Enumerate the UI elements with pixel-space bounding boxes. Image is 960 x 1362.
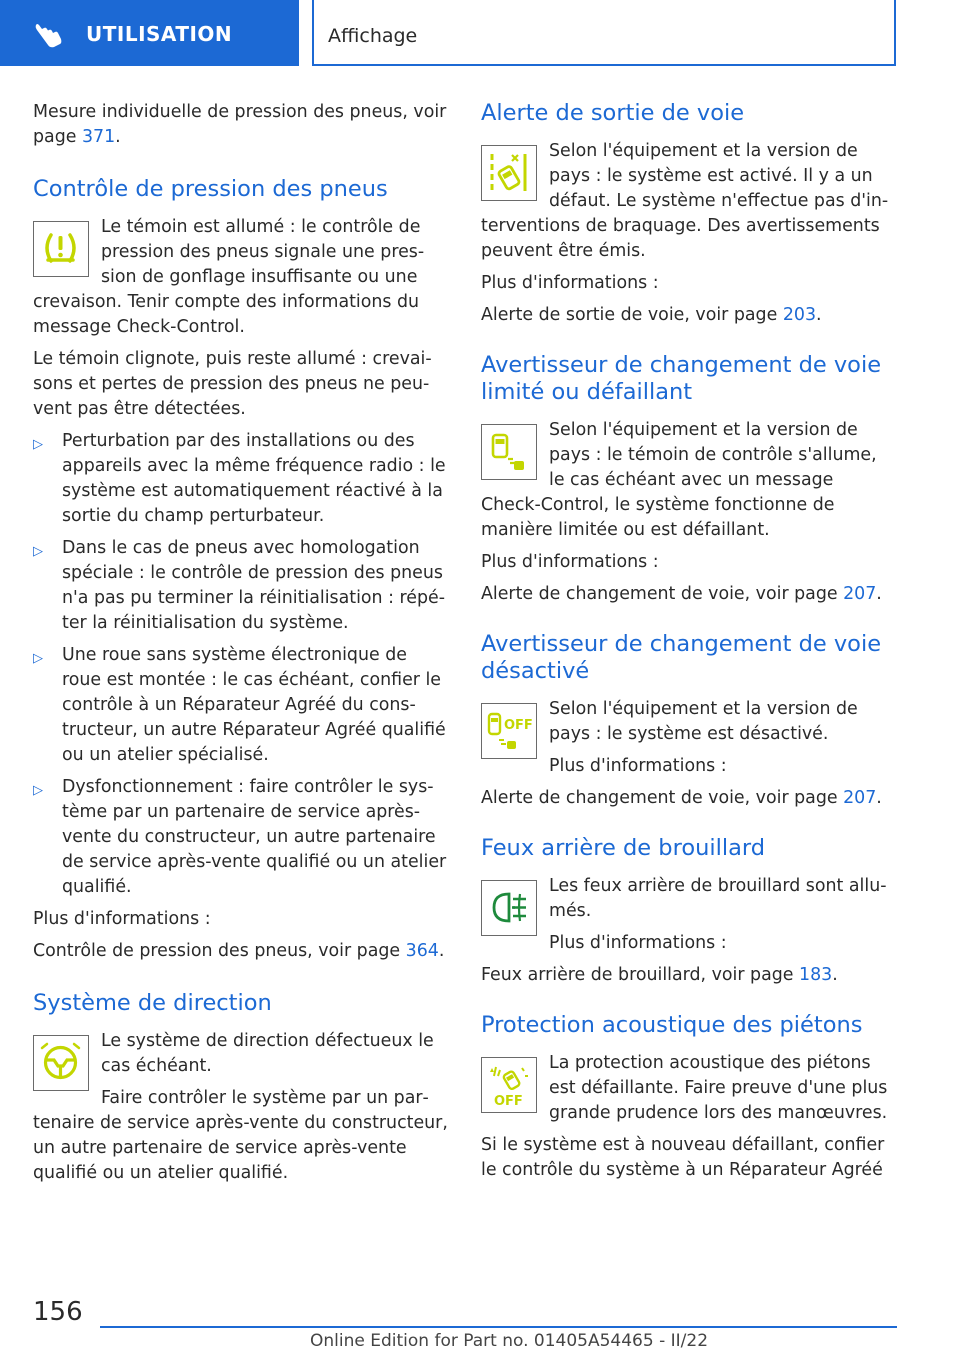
lane-change-warning-icon xyxy=(481,424,537,480)
lane-change-off-icon xyxy=(481,703,537,759)
tpm-heading: Contrôle de pression des pneus xyxy=(33,176,388,202)
triangle-bullet-icon: ▷ xyxy=(33,544,43,559)
lane-change-off-more-info: Plus d'informations : xyxy=(549,756,727,776)
fog-reference: Feux arrière de brouillard, voir page 183. xyxy=(481,965,838,985)
page-link-207b[interactable]: 207 xyxy=(843,788,877,808)
steering-heading: Système de direction xyxy=(33,990,272,1016)
section-label: UTILISATION xyxy=(86,22,233,46)
lane-change-off-paragraph-1: Selon l'équipement et la version de pays : le système est désactivé. xyxy=(549,699,858,744)
lane-change-limited-reference: Alerte de changement de voie, voir page 207. xyxy=(481,584,882,604)
lane-exit-heading: Alerte de sortie de voie xyxy=(481,100,745,126)
triangle-bullet-icon: ▷ xyxy=(33,783,43,798)
page-link-371[interactable]: 371 xyxy=(81,127,116,147)
lane-change-off-reference: Alerte de changement de voie, voir page 207. xyxy=(481,788,882,808)
off-label: OFF xyxy=(504,718,533,733)
lane-exit-warning-icon xyxy=(481,145,537,201)
fog-more-info: Plus d'informations : xyxy=(549,933,727,953)
hand-pointer-icon xyxy=(34,22,64,50)
lane-change-limited-heading: Avertisseur de changement de voie limité ou défaillant xyxy=(481,352,882,405)
lane-change-limited-paragraph-1: Selon l'équipement et la version de pays : le témoin de contrôle s'allume, le cas échéant avec un message Check-Control, le système fonctionne de manière limitée ou est défaillant. xyxy=(481,420,877,540)
right-column xyxy=(481,100,897,1190)
edition-footer: Online Edition for Part no. 01405A54465 - II/22 xyxy=(310,1331,709,1351)
tpm-paragraph-2: Le témoin clignote, puis reste allumé : crevaisons et pertes de pression des pneus ne peuvent pas être détectées. xyxy=(33,349,432,419)
pedestrian-protection-off-icon xyxy=(481,1057,537,1113)
page-number: 156 xyxy=(33,1297,83,1327)
page-header xyxy=(0,0,960,66)
list-item: ▷ Dysfonctionnement : faire contrôler le système par un partenaire de service après-vente du constructeur, un autre partenaire de service après-vente qualifié ou un atelier qualifié. xyxy=(33,777,447,897)
intro-paragraph: Mesure individuelle de pression des pneus, voir page 371. xyxy=(33,102,447,147)
page-link-364[interactable]: 364 xyxy=(405,941,439,961)
fog-paragraph-1: Les feux arrière de brouillard sont allumés. xyxy=(549,876,887,921)
rear-fog-light-icon xyxy=(481,880,537,936)
tpm-more-info: Plus d'informations : xyxy=(33,909,211,929)
page-link-207[interactable]: 207 xyxy=(843,584,877,604)
page-link-203[interactable]: 203 xyxy=(782,305,817,325)
list-item: ▷ Une roue sans système électronique de roue est montée : le cas échéant, confier le contrôle à un Réparateur Agréé du constructeur, un autre Réparateur Agréé qualifié ou un atelier spécialisé. xyxy=(33,645,446,765)
triangle-bullet-icon: ▷ xyxy=(33,651,43,666)
section-tab xyxy=(0,0,299,66)
tpm-bullet-list xyxy=(33,429,448,900)
steering-paragraph-1: Le système de direction défectueux le cas échéant. xyxy=(101,1031,434,1076)
footer-divider xyxy=(100,1326,897,1328)
left-column xyxy=(33,100,448,1193)
list-item: ▷ Dans le cas de pneus avec homologation spéciale : le contrôle de pression des pneus n'a pas pu terminer la réinitialisation : répéter la réinitialisation du système. xyxy=(33,538,445,633)
pedestrian-paragraph-2: Si le système est à nouveau défaillant, confier le contrôle du système à un Réparateur Agréé xyxy=(481,1135,885,1180)
lane-exit-more-info: Plus d'informations : xyxy=(481,273,659,293)
pedestrian-paragraph-1: La protection acoustique des piétons est défaillante. Faire preuve d'une plus grande prudence lors des manœuvres. xyxy=(549,1053,888,1123)
intro-text: Mesure individuelle de pression des pneus, voir page xyxy=(33,102,447,147)
lane-change-off-heading: Avertisseur de changement de voie désactivé xyxy=(481,631,882,684)
lane-exit-paragraph-1: Selon l'équipement et la version de pays : le système est activé. Il y a un défaut. Le système n'effectue pas d'interventions de braquage. Des avertissements peuvent être émis. xyxy=(481,141,889,261)
page-link-183[interactable]: 183 xyxy=(799,965,833,985)
tpm-reference: Contrôle de pression des pneus, voir page 364. xyxy=(33,941,445,961)
chapter-label: Affichage xyxy=(328,25,418,47)
steering-paragraph-2: Faire contrôler le système par un partenaire de service après-vente du constructeur, un autre partenaire de service après-vente qualifié ou un atelier qualifié. xyxy=(33,1088,448,1183)
pedestrian-heading: Protection acoustique des piétons xyxy=(481,1012,863,1038)
fog-heading: Feux arrière de brouillard xyxy=(481,835,766,861)
triangle-bullet-icon: ▷ xyxy=(33,437,43,452)
chapter-tab xyxy=(312,0,896,66)
tpm-paragraph-1: Le témoin est allumé : le contrôle de pression des pneus signale une pression de gonflage insuffisante ou une crevaison. Tenir compte des informations du message Check-Control. xyxy=(33,217,425,337)
tire-pressure-warning-icon xyxy=(33,221,89,277)
list-item: ▷ Perturbation par des installations ou des appareils avec la même fréquence radio : le système est automatiquement réactivé à la sortie du champ perturbateur. xyxy=(33,431,446,526)
off-label: OFF xyxy=(494,1094,523,1109)
lane-exit-reference: Alerte de sortie de voie, voir page 203. xyxy=(481,305,822,325)
steering-warning-icon xyxy=(33,1035,89,1091)
lane-change-limited-more-info: Plus d'informations : xyxy=(481,552,659,572)
